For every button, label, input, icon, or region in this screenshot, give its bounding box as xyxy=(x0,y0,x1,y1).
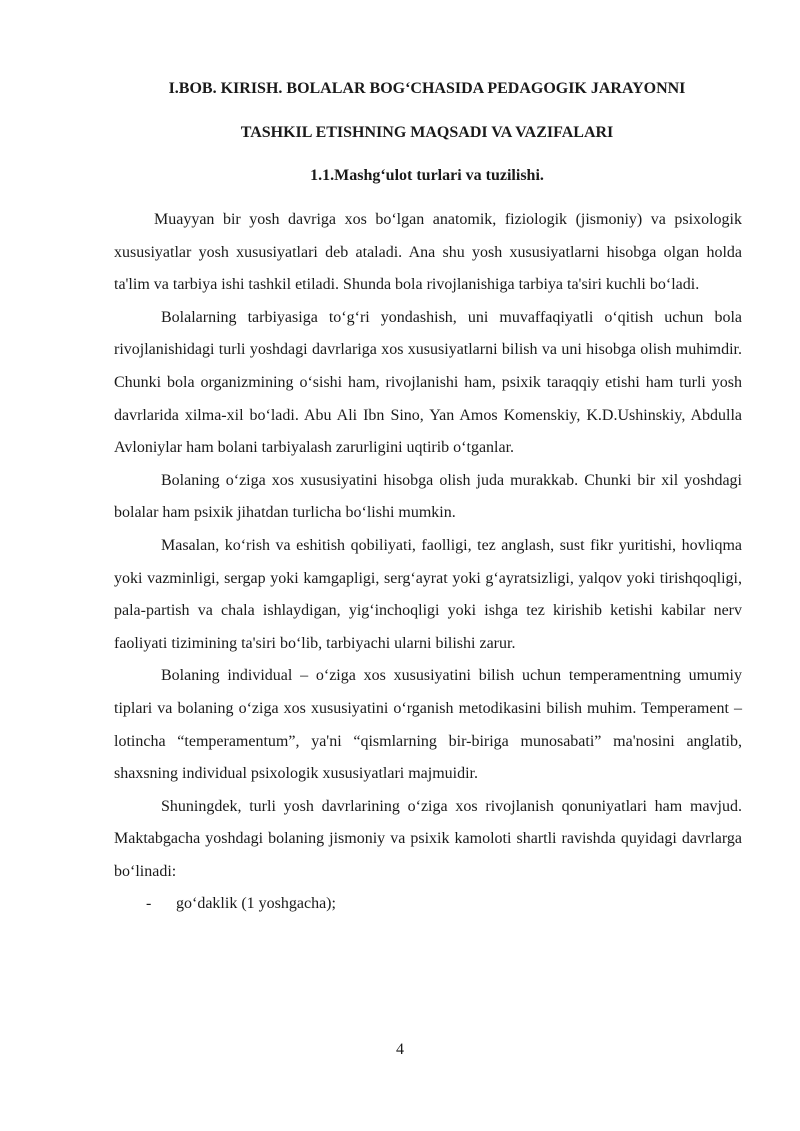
paragraph-4: Masalan, ko‘rish va eshitish qobiliyati, faolligi, tez anglash, sust fikr yuritishi, hovliqma yoki vazminligi, sergap yoki kamgapligi, serg‘ayrat yoki g‘ayratsizligi, yalqov yoki tirishqoqligi, pala-partish va chala ishlaydigan, yig‘inchoqligi yoki ishga tez kirishib ketishi kabilar nerv faoliyati tizimining ta'siri bo‘lib, tarbiyachi ularni bilishi zarur. xyxy=(114,536,742,652)
list-item-text: go‘daklik (1 yoshgacha); xyxy=(176,895,336,913)
paragraph-2: Bolalarning tarbiyasiga to‘g‘ri yondashish, uni muvaffaqiyatli o‘qitish uchun bola rivojlanishidagi turli yoshdagi davrlariga xos xususiyatlarni bilish va uni hisobga olish muhimdir. Chunki bola organizmining o‘sishi ham, rivojlanishi ham, psixik taraqqiy etishi ham turli yosh davrlarida xilma-xil bo‘ladi. Abu Ali Ibn Sino, Yan Amos Komenskiy, K.D.Ushinskiy, Abdulla Avloniylar ham bolani tarbiyalash zarurligini uqtirib o‘tganlar. xyxy=(114,308,742,457)
paragraph-1: Muayyan bir yosh davriga xos bo‘lgan anatomik, fiziologik (jismoniy) va psixologik xususiyatlar yosh xususiyatlari deb ataladi. Ana shu yosh xususiyatlarni hisobga olgan holda ta'lim va tarbiya ishi tashkil etiladi. Shunda bola rivojlanishiga tarbiya ta'siri kuchli bo‘ladi. xyxy=(114,211,742,294)
section-title: 1.1.Mashg‘ulot turlari va tuzilishi. xyxy=(310,167,544,184)
page-number: 4 xyxy=(396,1041,404,1058)
paragraph-6: Shuningdek, turli yosh davrlarining o‘ziga xos rivojlanish qonuniyatlari ham mavjud. Maktabgacha yoshdagi bolaning jismoniy va psixik kamoloti shartli ravishda quyidagi davrlarga bo‘linadi: xyxy=(114,797,742,880)
body-text xyxy=(114,204,742,921)
chapter-heading-line-2: TASHKIL ETISHNING MAQSADI VA VAZIFALARI xyxy=(240,124,614,141)
chapter-heading-line-1: I.BOB. KIRISH. BOLALAR BOG‘CHASIDA PEDAGOGIK JARAYONNI xyxy=(168,80,686,97)
paragraph-5: Bolaning individual – o‘ziga xos xususiyatini bilish uchun temperamentning umumiy tiplari va bolaning o‘ziga xos xususiyatini o‘rganish metodikasini bilish muhim. Temperament – lotincha “temperamentum”, ya'ni “qismlarning bir-biriga munosabati” ma'nosini anglatib, shaxsning individual psixologik xususiyatlari majmuidir. xyxy=(114,667,742,783)
paragraph-3: Bolaning o‘ziga xos xususiyatini hisobga olish juda murakkab. Chunki bir xil yoshdagi bolalar ham psixik jihatdan turlicha bo‘lishi mumkin. xyxy=(114,471,742,522)
list-item xyxy=(114,888,742,921)
list-item-marker: - xyxy=(146,895,152,913)
